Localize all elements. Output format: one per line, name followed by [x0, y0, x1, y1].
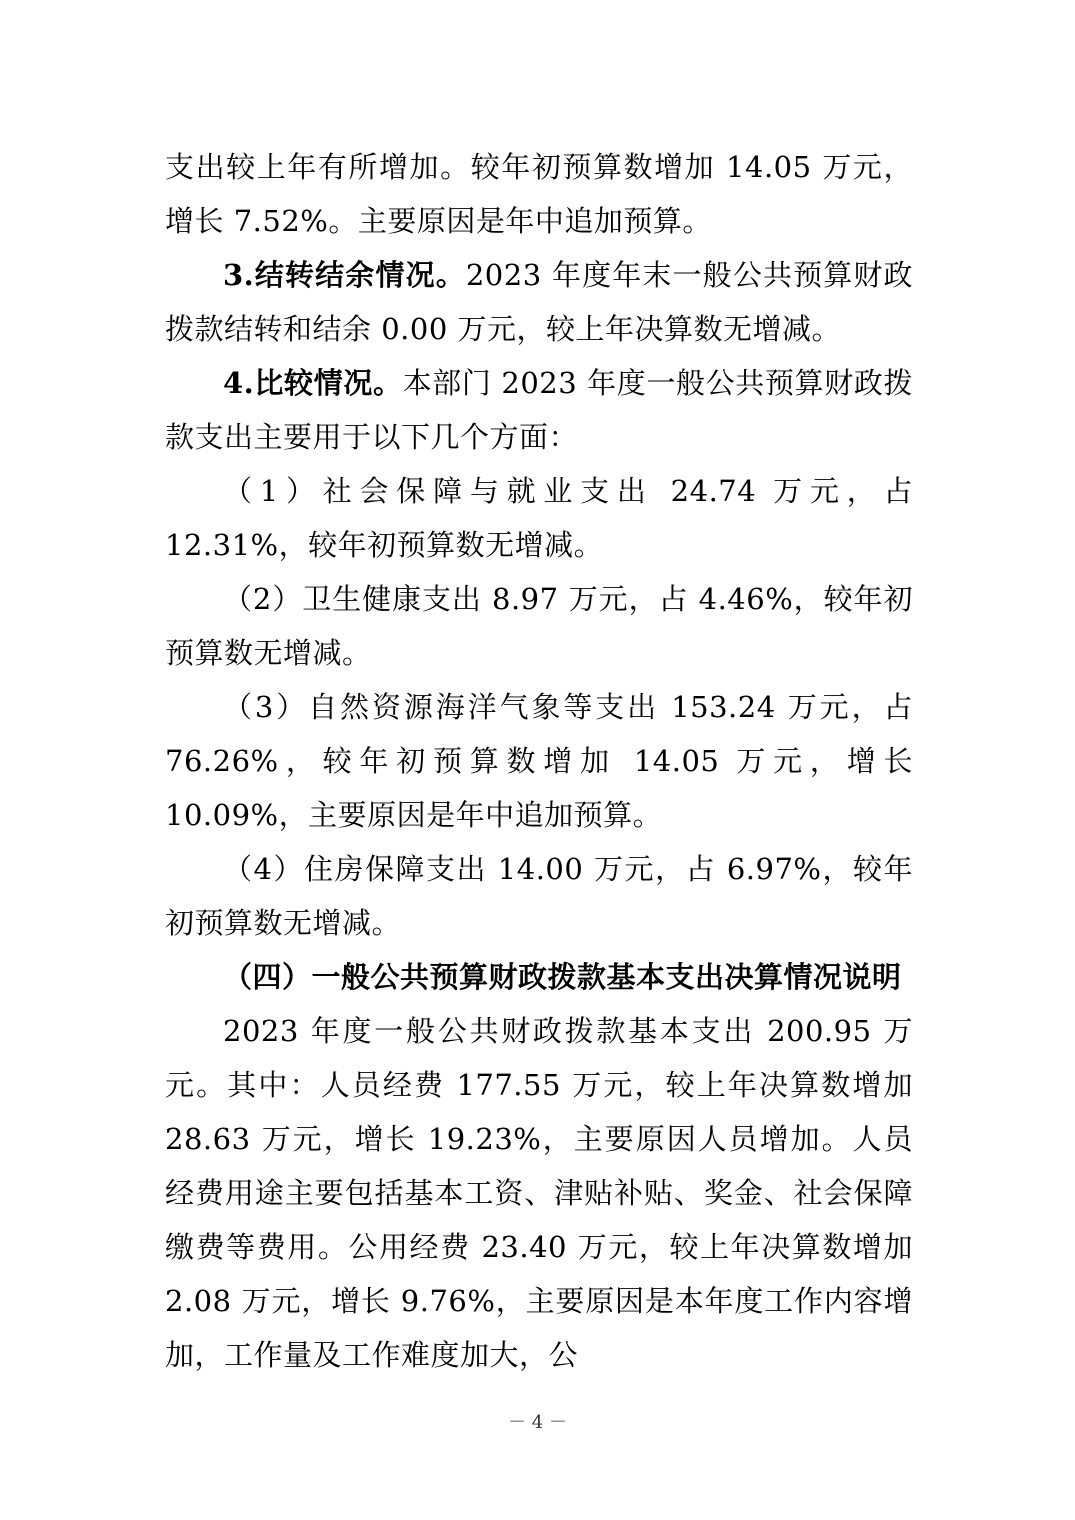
list-item-health	[165, 572, 913, 680]
paragraph-1-text: 支出较上年有所增加。较年初预算数增加 14.05 万元，增长 7.52%。主要原因是年中追加预算。	[165, 150, 913, 238]
paragraph-carryover-text: 2023 年度年末一般公共预算财政拨款结转和结余 0.00 万元，较上年决算数无增减。	[165, 258, 913, 346]
paragraph-comparison	[165, 356, 913, 464]
list-item-social-security-text: （1）社会保障与就业支出 24.74 万元，占 12.31%，较年初预算数无增减。	[165, 474, 913, 562]
list-item-health-text: （2）卫生健康支出 8.97 万元，占 4.46%，较年初预算数无增减。	[165, 582, 913, 670]
list-item-natural-resources	[165, 680, 913, 842]
document-body	[165, 140, 913, 1382]
paragraph-comparison-text: 本部门 2023 年度一般公共预算财政拨款支出主要用于以下几个方面：	[165, 366, 913, 454]
list-item-housing-text: （4）住房保障支出 14.00 万元，占 6.97%，较年初预算数无增减。	[165, 852, 913, 940]
paragraph-comparison-lead: 4.比较情况。	[223, 366, 403, 400]
paragraph-basic-expenditure: 2023 年度一般公共财政拨款基本支出 200.95 万元。其中：人员经费 177.55 万元，较上年决算数增加 28.63 万元，增长 19.23%，主要原因人员增加。人员经费用途主要包括基本工资、津贴补贴、奖金、社会保障缴费等费用。公用经费 23.40 万元，较上年决算数增加 2.08 万元，增长 9.76%，主要原因是本年度工作内容增加，工作量及工作难度加大，公	[165, 1014, 913, 1372]
list-item-social-security	[165, 464, 913, 572]
list-item-natural-resources-text: （3）自然资源海洋气象等支出 153.24 万元，占 76.26%，较年初预算数增加 14.05 万元，增长 10.09%，主要原因是年中追加预算。	[165, 690, 913, 832]
paragraph-carryover	[165, 248, 913, 356]
list-item-housing	[165, 842, 913, 950]
paragraph-1	[165, 140, 913, 248]
section-heading: （四）一般公共预算财政拨款基本支出决算情况说明	[223, 960, 902, 994]
paragraph-carryover-lead: 3.结转结余情况。	[223, 258, 466, 292]
page-number: － 4 －	[508, 1412, 567, 1433]
